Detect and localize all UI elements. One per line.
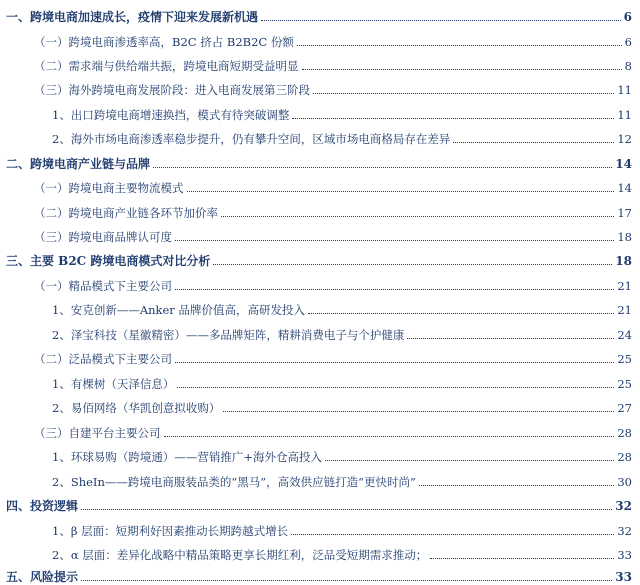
- toc-entry-label: （三）自建平台主要公司: [34, 426, 161, 440]
- dot-leader: [187, 191, 615, 192]
- toc-entry-page: 8: [624, 59, 632, 73]
- toc-entry-page: 18: [615, 254, 632, 268]
- toc-entry-page: 11: [617, 108, 632, 122]
- toc-entry-label: 2、泽宝科技（星徽精密）——多品牌矩阵，精耕消费电子与个护健康: [52, 328, 405, 342]
- dot-leader: [177, 387, 614, 388]
- toc-entry-page: 21: [617, 279, 632, 293]
- toc-entry-2-1[interactable]: [0, 173, 640, 195]
- toc-entry-page: 32: [617, 524, 632, 538]
- toc-entry-3-1-1[interactable]: [0, 295, 640, 317]
- toc-entry-page: 32: [615, 499, 632, 513]
- toc-entry-label: （二）泛品模式下主要公司: [34, 352, 172, 366]
- toc-entry-page: 27: [617, 401, 632, 415]
- toc-entry-page: 21: [617, 303, 632, 317]
- dot-leader: [164, 436, 615, 437]
- toc-entry-page: 28: [617, 450, 632, 464]
- toc-entry-2-2[interactable]: [0, 198, 640, 220]
- toc-entry-3-3[interactable]: [0, 418, 640, 440]
- dot-leader: [419, 485, 614, 486]
- toc-entry-3-1[interactable]: [0, 271, 640, 293]
- toc-entry-label: （二）需求端与供给端共振，跨境电商短期受益明显: [34, 59, 299, 73]
- toc-entry-1-1[interactable]: [0, 27, 640, 49]
- toc-entry-label: 1、环球易购（跨境通）——营销推广+海外仓高投入: [52, 450, 322, 464]
- toc-entry-label: （一）跨境电商渗透率高，B2C 挤占 B2B2C 份额: [34, 35, 294, 49]
- toc-entry-label: 三、主要 B2C 跨境电商模式对比分析: [6, 254, 211, 268]
- toc-entry-page: 6: [624, 35, 632, 49]
- toc-entry-3-2-1[interactable]: [0, 369, 640, 391]
- dot-leader: [175, 362, 614, 363]
- toc-entry-section-4[interactable]: [0, 491, 640, 513]
- dot-leader: [221, 216, 614, 217]
- toc-entry-1-2[interactable]: [0, 51, 640, 73]
- dot-leader: [302, 69, 622, 70]
- dot-leader: [453, 142, 614, 143]
- toc-entry-label: （一）跨境电商主要物流模式: [34, 181, 184, 195]
- toc-entry-label: 五、风险提示: [6, 570, 79, 584]
- toc-entry-3-3-1[interactable]: [0, 442, 640, 464]
- toc-entry-section-1[interactable]: [0, 2, 640, 24]
- dot-leader: [261, 20, 621, 21]
- toc-entry-page: 14: [615, 157, 632, 171]
- dot-leader: [223, 411, 614, 412]
- dot-leader: [313, 93, 614, 94]
- toc-entry-page: 14: [617, 181, 632, 195]
- toc-entry-3-1-2[interactable]: [0, 320, 640, 342]
- toc-entry-page: 24: [617, 328, 632, 342]
- toc-entry-label: （三）海外跨境电商发展阶段：进入电商发展第三阶段: [34, 83, 310, 97]
- toc-entry-1-3-2[interactable]: [0, 124, 640, 146]
- toc-entry-label: 2、α 层面：差异化战略中精品策略更享长期红利，泛品受短期需求推动；: [52, 548, 428, 562]
- toc-entry-1-3[interactable]: [0, 75, 640, 97]
- toc-entry-3-2-2[interactable]: [0, 393, 640, 415]
- toc-entry-page: 25: [617, 377, 632, 391]
- toc-entry-page: 17: [617, 206, 632, 220]
- toc-entry-label: 1、有棵树（天泽信息）: [52, 377, 175, 391]
- toc-entry-label: 1、β 层面：短期利好因素推动长期跨越式增长: [52, 524, 289, 538]
- dot-leader: [407, 338, 614, 339]
- toc-entry-page: 30: [617, 475, 632, 489]
- dot-leader: [291, 534, 614, 535]
- toc-entry-label: （二）跨境电商产业链各环节加价率: [34, 206, 218, 220]
- toc-entry-label: 1、出口跨境电商增速换挡，模式有待突破调整: [52, 108, 290, 122]
- toc-entry-page: 12: [617, 132, 632, 146]
- toc-entry-page: 33: [615, 570, 632, 584]
- dot-leader: [175, 289, 614, 290]
- toc-entry-4-2[interactable]: [0, 540, 640, 562]
- toc-entry-1-3-1[interactable]: [0, 100, 640, 122]
- toc-entry-page: 18: [617, 230, 632, 244]
- dot-leader: [292, 118, 614, 119]
- toc-entry-3-3-2[interactable]: [0, 467, 640, 489]
- dot-leader: [430, 558, 614, 559]
- toc-entry-label: 二、跨境电商产业链与品牌: [6, 157, 151, 171]
- dot-leader: [325, 460, 614, 461]
- toc-entry-page: 11: [617, 83, 632, 97]
- dot-leader: [153, 167, 612, 168]
- toc-entry-label: （三）跨境电商品牌认可度: [34, 230, 172, 244]
- dot-leader: [308, 313, 614, 314]
- toc-entry-4-1[interactable]: [0, 516, 640, 538]
- dot-leader: [175, 240, 614, 241]
- toc-entry-2-3[interactable]: [0, 222, 640, 244]
- toc-entry-label: 1、安克创新——Anker 品牌价值高，高研发投入: [52, 303, 305, 317]
- toc-entry-label: 四、投资逻辑: [6, 499, 79, 513]
- toc-entry-section-5[interactable]: [0, 562, 640, 584]
- toc-entry-page: 33: [617, 548, 632, 562]
- toc-entry-label: 一、跨境电商加速成长，疫情下迎来发展新机遇: [6, 10, 259, 24]
- toc-entry-page: 28: [617, 426, 632, 440]
- toc-entry-section-3[interactable]: [0, 246, 640, 268]
- toc-entry-label: （一）精品模式下主要公司: [34, 279, 172, 293]
- dot-leader: [81, 580, 612, 581]
- dot-leader: [213, 264, 612, 265]
- toc-entry-label: 2、海外市场电商渗透率稳步提升，仍有攀升空间，区域市场电商格局存在差异: [52, 132, 451, 146]
- toc-entry-label: 2、SheIn——跨境电商服装品类的“黑马”，高效供应链打造“更快时尚”: [52, 475, 416, 489]
- toc-entry-page: 6: [623, 10, 632, 24]
- toc-entry-label: 2、易佰网络（华凯创意拟收购）: [52, 401, 221, 415]
- dot-leader: [297, 45, 622, 46]
- toc-entry-3-2[interactable]: [0, 344, 640, 366]
- dot-leader: [81, 509, 612, 510]
- toc-entry-section-2[interactable]: [0, 149, 640, 171]
- toc-entry-page: 25: [617, 352, 632, 366]
